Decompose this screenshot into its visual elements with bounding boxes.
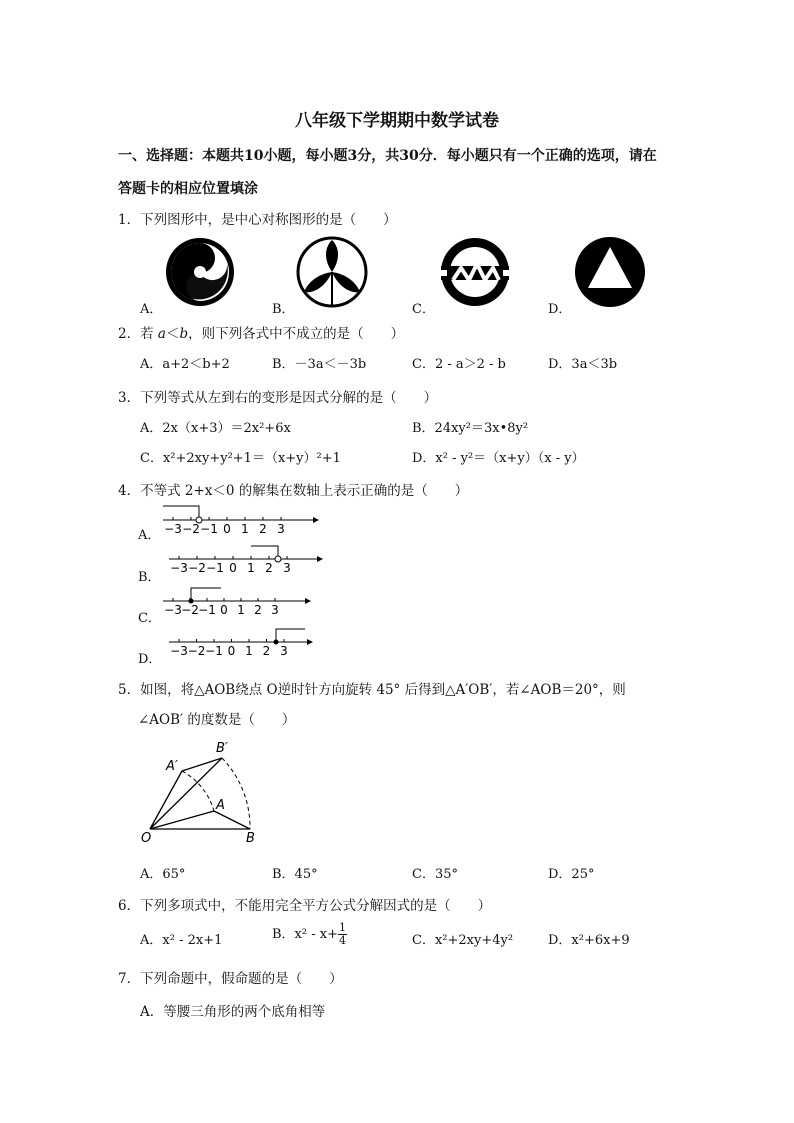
tick-label: −2: [181, 603, 199, 617]
tick-label: −1: [206, 561, 224, 575]
q1-option-c[interactable]: C．: [412, 302, 435, 317]
q1-option-b[interactable]: B．: [272, 302, 295, 317]
question-2-stem: 2．若 a＜b，则下列各式中不成立的是（ ）: [118, 326, 405, 342]
tick-label: 2: [265, 561, 273, 575]
number-line-a: [163, 506, 319, 536]
tick-label: −1: [205, 644, 223, 658]
tick-label: −3: [170, 644, 188, 658]
q2-option-d[interactable]: D．3a＜3b: [548, 357, 618, 372]
q6-option-d[interactable]: D．x²+6x+9: [548, 933, 630, 948]
tick-label: 0: [229, 561, 237, 575]
section-heading-line2: 答题卡的相应位置填涂: [118, 181, 258, 197]
tick-label: −2: [182, 522, 200, 536]
question-4-stem: 4．不等式 2+x＜0 的解集在数轴上表示正确的是（ ）: [118, 483, 469, 499]
tick-label: 1: [247, 561, 255, 575]
question-5-stem-line1: 5．如图，将△AOB绕点 O逆时针方向旋转 45° 后得到△A′OB′，若∠AOB＝20°，则: [118, 682, 626, 698]
tick-label: 2: [259, 522, 267, 536]
q5-option-c[interactable]: C．35°: [412, 867, 458, 882]
solid-dot-icon: [274, 640, 279, 645]
tick-label: 1: [241, 522, 249, 536]
q1-option-d[interactable]: D．: [548, 302, 572, 317]
label-b-prime: B′: [216, 741, 228, 756]
tick-label: 0: [223, 522, 231, 536]
q1-figures: [160, 234, 660, 310]
tick-label: 1: [245, 644, 253, 658]
number-line-b: [169, 546, 323, 575]
page-title: 八年级下学期期中数学试卷: [295, 111, 499, 131]
q7-option-a[interactable]: A．等腰三角形的两个底角相等: [140, 1004, 326, 1020]
q5-option-d[interactable]: D．25°: [548, 867, 595, 882]
q3-option-b[interactable]: B．24xy²＝3x•8y²: [412, 421, 529, 436]
tick-label: 3: [271, 603, 279, 617]
figure-b-petals-icon: [298, 238, 366, 306]
q2-option-a[interactable]: A．a+2＜b+2: [140, 357, 230, 372]
tick-label: 1: [237, 603, 245, 617]
q3-option-d[interactable]: D．x² - y²＝（x+y）（x - y）: [412, 451, 585, 466]
number-line-d: [169, 629, 313, 658]
q4-option-b[interactable]: B．: [138, 570, 161, 585]
tick-label: −1: [200, 522, 218, 536]
tick-label: 3: [283, 561, 291, 575]
fraction-one-quarter: $\frac{1}{4}$: [338, 921, 346, 947]
question-6-stem: 6．下列多项式中，不能用完全平方公式分解因式的是（ ）: [118, 898, 492, 914]
tick-label: −3: [164, 522, 182, 536]
q5-option-b[interactable]: B．45°: [272, 867, 318, 882]
label-b: B: [246, 831, 255, 846]
tick-label: −2: [187, 644, 206, 658]
q2-option-c[interactable]: C．2 - a＞2 - b: [412, 357, 506, 372]
question-5-stem-line2: ∠AOB′ 的度数是（ ）: [138, 712, 296, 728]
figure-a-swirl-icon: [166, 238, 234, 306]
tick-label: 3: [277, 522, 285, 536]
q6-option-b[interactable]: B．x² - x+ $\frac{1}{4}$: [272, 921, 346, 947]
q3-option-a[interactable]: A．2x（x+3）＝2x²+6x: [140, 421, 291, 436]
tick-label: −1: [198, 603, 216, 617]
q4-option-a[interactable]: A．: [138, 528, 161, 543]
question-1-stem: 1．下列图形中，是中心对称图形的是（ ）: [118, 212, 397, 228]
question-3-stem: 3．下列等式从左到右的变形是因式分解的是（ ）: [118, 390, 438, 406]
label-o: O: [141, 831, 152, 846]
q4-option-c[interactable]: C．: [138, 611, 161, 626]
tick-label: 0: [227, 644, 236, 658]
tick-label: 2: [254, 603, 262, 617]
question-7-stem: 7．下列命题中，假命题的是（ ）: [118, 971, 343, 987]
q5-option-a[interactable]: A．65°: [140, 867, 186, 882]
section-heading-line1: 一、选择题：本题共10小题，每小题3分，共30分．每小题只有一个正确的选项，请在: [118, 148, 657, 164]
label-a-prime: A′: [166, 759, 178, 774]
tick-label: 3: [280, 644, 288, 658]
tick-label: −3: [164, 603, 182, 617]
q2-option-b[interactable]: B．－3a＜－3b: [272, 357, 367, 372]
open-circle-icon: [275, 556, 281, 562]
q4-option-d[interactable]: D．: [138, 652, 162, 667]
q4-number-lines: [155, 500, 335, 670]
tick-label: 2: [262, 644, 271, 658]
q6-option-a[interactable]: A．x² - 2x+1: [140, 933, 223, 948]
q1-option-a[interactable]: A．: [140, 302, 163, 317]
q3-option-c[interactable]: C．x²+2xy+y²+1＝（x+y）²+1: [140, 451, 341, 466]
label-a: A: [216, 798, 225, 813]
figure-d-triangle-icon: [575, 237, 645, 307]
q5-rotation-figure: [138, 736, 278, 848]
q6-option-c[interactable]: C．x²+2xy+4y²: [412, 933, 514, 948]
tick-label: −3: [170, 561, 188, 575]
figure-c-emblem-icon: [439, 238, 511, 306]
tick-label: 0: [220, 603, 228, 617]
number-line-c: [163, 588, 311, 617]
tick-label: −2: [188, 561, 206, 575]
